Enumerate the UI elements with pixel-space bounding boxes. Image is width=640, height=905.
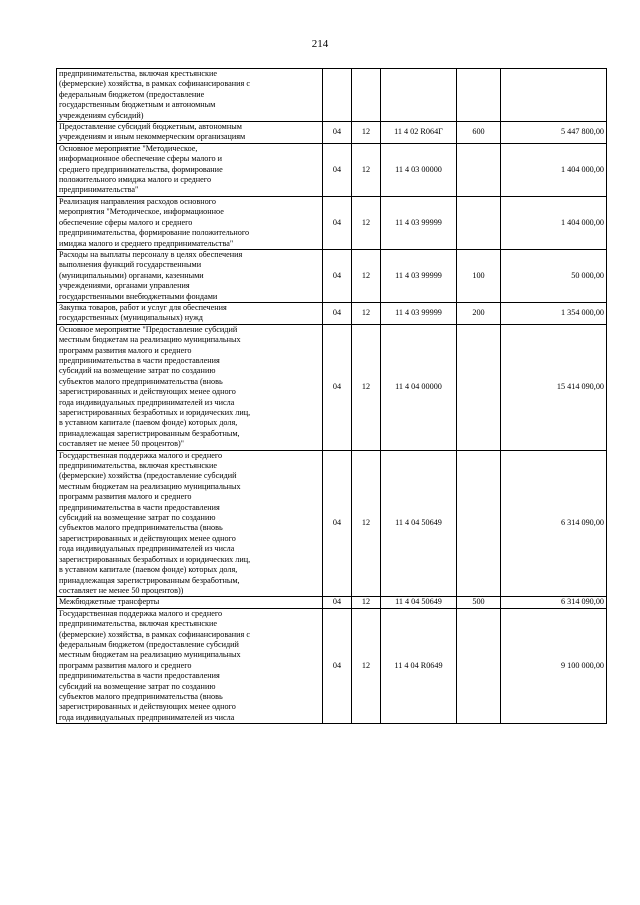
target-article-cell: 11 4 04 50649 <box>381 450 457 597</box>
target-article-cell: 11 4 03 00000 <box>381 143 457 196</box>
row-name-cell: Предоставление субсидий бюджетным, автономным учреждениям и иным некоммерческим организациям <box>57 122 323 144</box>
expense-type-cell <box>457 324 501 450</box>
table-row <box>57 196 607 249</box>
target-article-cell: 11 4 03 99999 <box>381 249 457 302</box>
amount-cell: 1 354 000,00 <box>501 302 607 324</box>
amount-cell: 50 000,00 <box>501 249 607 302</box>
ministry-code-cell: 04 <box>323 122 352 144</box>
table-row <box>57 69 607 122</box>
ministry-code-cell: 04 <box>323 450 352 597</box>
ministry-code-cell <box>323 69 352 122</box>
expense-type-cell: 100 <box>457 249 501 302</box>
amount-cell: 1 404 000,00 <box>501 143 607 196</box>
expense-type-cell <box>457 69 501 122</box>
section-code-cell: 12 <box>352 196 381 249</box>
section-code-cell: 12 <box>352 302 381 324</box>
table-row <box>57 143 607 196</box>
page-number: 214 <box>311 38 329 50</box>
ministry-code-cell: 04 <box>323 196 352 249</box>
row-name-cell: Государственная поддержка малого и среднего предпринимательства, включая крестьянские (фермерские) хозяйства (предоставление субсидий местным бюджетам на реализацию муниципальных программ развития малого и среднего предпринимательства в части предоставления субсидий на возмещение затрат по созданию субъектов малого предпринимательства (вновь зарегистрированных и действующих менее одного года индивидуальных предпринимателей из числа зарегистрированных безработных и юридических лиц, в уставном капитале (паевом фонде) которых доля, принадлежащая зарегистрированным безработным, составляет не менее 50 процентов)) <box>57 450 323 597</box>
amount-cell: 1 404 000,00 <box>501 196 607 249</box>
row-name-cell: Государственная поддержка малого и среднего предпринимательства, включая крестьянские (фермерские) хозяйства, в рамках софинансирования с федеральным бюджетом (предоставление субсидий местным бюджетам на реализацию муниципальных программ развития малого и среднего предпринимательства в части предоставления субсидий на возмещение затрат по созданию субъектов малого предпринимательства (вновь зарегистрированных и действующих менее одного года индивидуальных предпринимателей из числа <box>57 608 323 723</box>
table-row <box>57 450 607 597</box>
section-code-cell: 12 <box>352 122 381 144</box>
section-code-cell: 12 <box>352 143 381 196</box>
ministry-code-cell: 04 <box>323 608 352 723</box>
row-name-cell: Основное мероприятие "Предоставление субсидий местным бюджетам на реализацию муниципальных программ развития малого и среднего предпринимательства в части предоставления субсидий на возмещение затрат по созданию субъектов малого предпринимательства (вновь зарегистрированных и действующих менее одного года индивидуальных предпринимателей из числа зарегистрированных безработных и юридических лиц, в уставном капитале (паевом фонде) которых доля, принадлежащая зарегистрированным безработным, составляет не менее 50 процентов)" <box>57 324 323 450</box>
row-name-cell: Межбюджетные трансферты <box>57 597 323 608</box>
budget-table-body <box>57 69 607 724</box>
target-article-cell: 11 4 02 R064Г <box>381 122 457 144</box>
expense-type-cell: 200 <box>457 302 501 324</box>
row-name-cell: предпринимательства, включая крестьянские (фермерские) хозяйства, в рамках софинансирования с федеральным бюджетом (предоставление государственным бюджетным и автономным учреждениям субсидий) <box>57 69 323 122</box>
target-article-cell <box>381 69 457 122</box>
amount-cell: 9 100 000,00 <box>501 608 607 723</box>
ministry-code-cell: 04 <box>323 143 352 196</box>
target-article-cell: 11 4 03 99999 <box>381 196 457 249</box>
section-code-cell: 12 <box>352 608 381 723</box>
row-name-cell: Закупка товаров, работ и услуг для обеспечения государственных (муниципальных) нужд <box>57 302 323 324</box>
budget-table <box>56 68 607 724</box>
table-row <box>57 122 607 144</box>
expense-type-cell: 600 <box>457 122 501 144</box>
section-code-cell: 12 <box>352 450 381 597</box>
amount-cell <box>501 69 607 122</box>
table-row <box>57 608 607 723</box>
table-row <box>57 324 607 450</box>
ministry-code-cell: 04 <box>323 597 352 608</box>
row-name-cell: Расходы на выплаты персоналу в целях обеспечения выполнения функций государственными (муниципальными) органами, казенными учреждениями, органами управления государственными внебюджетными фондами <box>57 249 323 302</box>
section-code-cell: 12 <box>352 324 381 450</box>
row-name-cell: Реализация направления расходов основного мероприятия "Методическое, информационное обеспечение сферы малого и среднего предпринимательства, формирование положительного имиджа малого и среднего предпринимательства" <box>57 196 323 249</box>
target-article-cell: 11 4 03 99999 <box>381 302 457 324</box>
amount-cell: 6 314 090,00 <box>501 450 607 597</box>
table-row <box>57 597 607 608</box>
row-name-cell: Основное мероприятие "Методическое, информационное обеспечение сферы малого и среднего предпринимательства, формирование положительного имиджа малого и среднего предпринимательства" <box>57 143 323 196</box>
section-code-cell: 12 <box>352 597 381 608</box>
expense-type-cell <box>457 608 501 723</box>
table-row <box>57 249 607 302</box>
expense-type-cell <box>457 143 501 196</box>
amount-cell: 5 447 800,00 <box>501 122 607 144</box>
expense-type-cell <box>457 450 501 597</box>
target-article-cell: 11 4 04 00000 <box>381 324 457 450</box>
amount-cell: 15 414 090,00 <box>501 324 607 450</box>
target-article-cell: 11 4 04 R0649 <box>381 608 457 723</box>
expense-type-cell <box>457 196 501 249</box>
target-article-cell: 11 4 04 50649 <box>381 597 457 608</box>
expense-type-cell: 500 <box>457 597 501 608</box>
section-code-cell <box>352 69 381 122</box>
amount-cell: 6 314 090,00 <box>501 597 607 608</box>
ministry-code-cell: 04 <box>323 324 352 450</box>
section-code-cell: 12 <box>352 249 381 302</box>
table-row <box>57 302 607 324</box>
ministry-code-cell: 04 <box>323 302 352 324</box>
ministry-code-cell: 04 <box>323 249 352 302</box>
